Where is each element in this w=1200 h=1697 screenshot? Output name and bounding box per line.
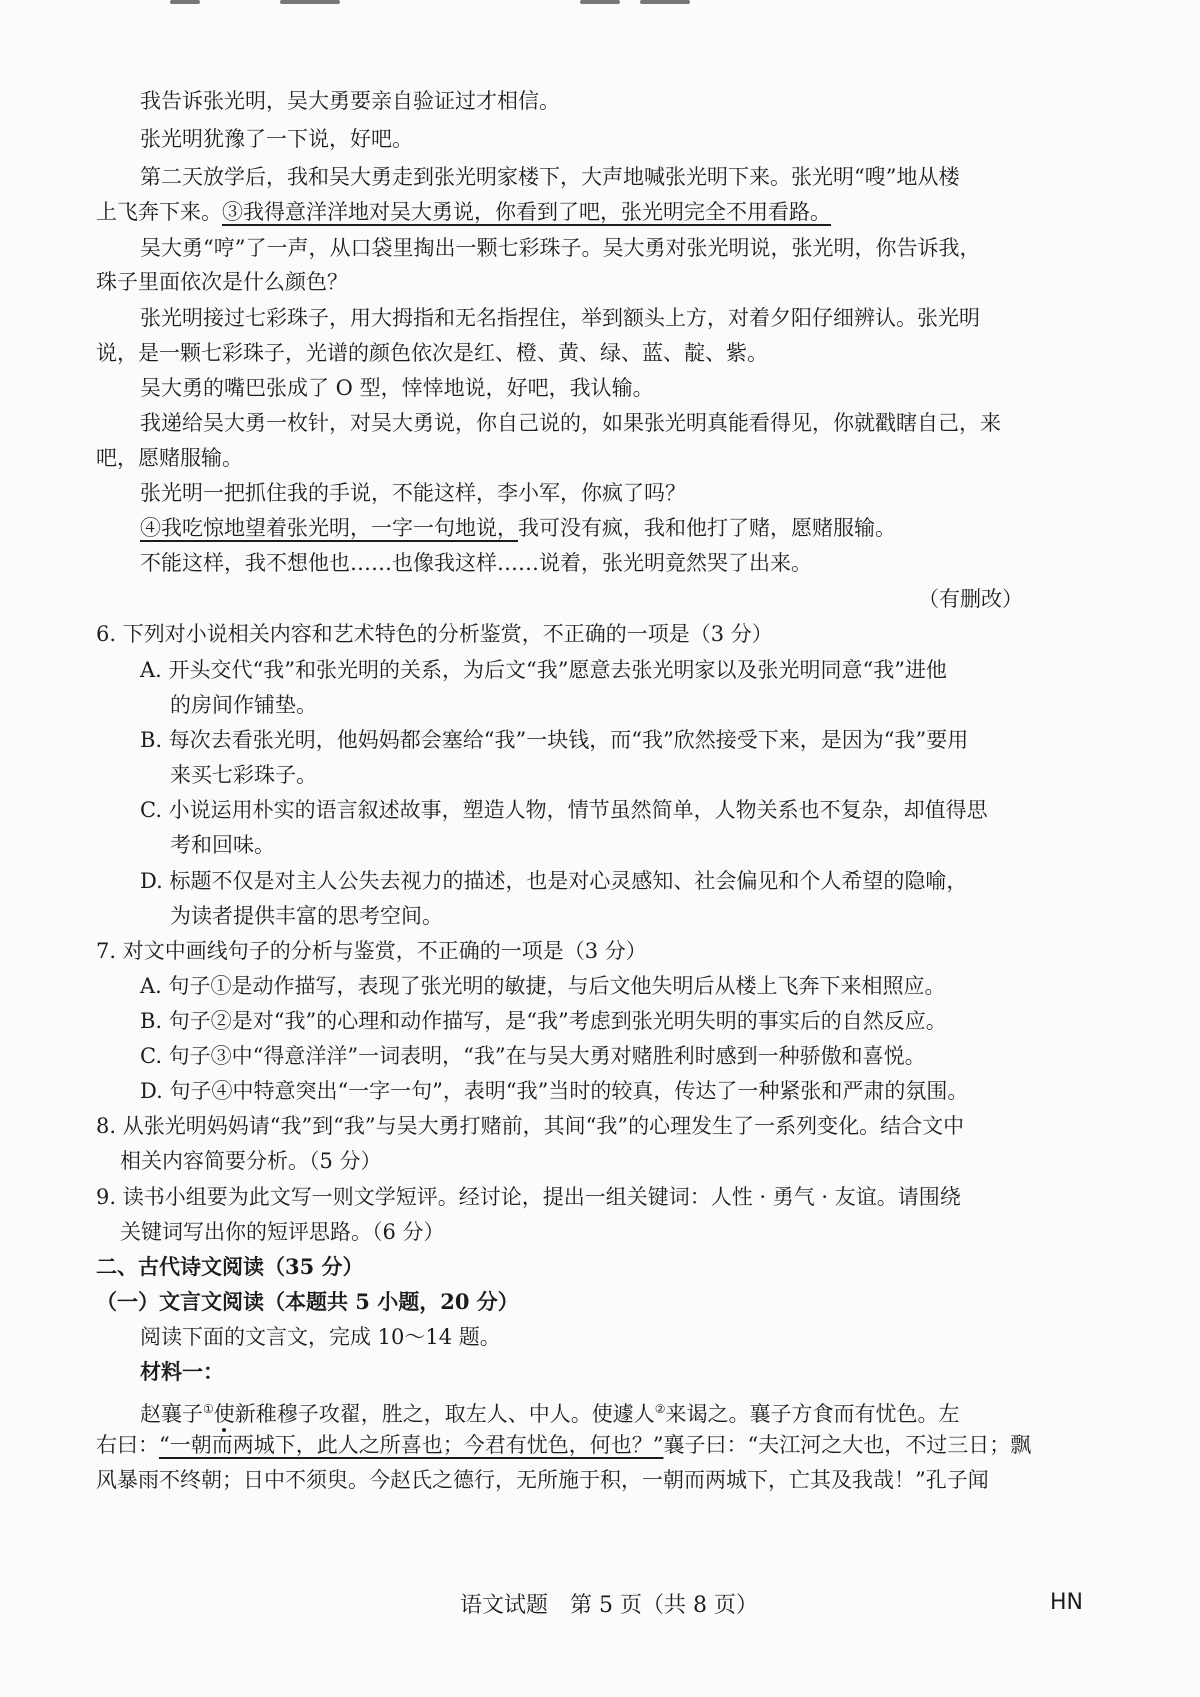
classical-text [140, 1394, 960, 1429]
classical-text-span: 来谒之。襄子方食而有忧色。左 [665, 1402, 960, 1426]
question-8-cont: 相关内容简要分析。（5 分） [120, 1149, 382, 1173]
option-a: A. 开头交代“我”和张光明的关系，为后文“我”愿意去张光明家以及张光明同意“我”进他 [140, 658, 947, 682]
passage-paragraph: 张光明犹豫了一下说，好吧。 [140, 127, 413, 151]
question-6-stem: 6. 下列对小说相关内容和艺术特色的分析鉴赏，不正确的一项是（3 分） [96, 622, 773, 646]
classical-text-span: 右曰： [96, 1433, 159, 1457]
passage-text: 我可没有疯，我和他打了赌，愿赌服输。 [518, 516, 896, 540]
passage-paragraph [96, 197, 831, 227]
option-c-cont: 考和回味。 [170, 833, 275, 857]
option-a-cont: 的房间作铺垫。 [170, 693, 317, 717]
passage-paragraph: 吴大勇“哼”了一声，从口袋里掏出一颗七彩珠子。吴大勇对张光明说，张光明，你告诉我， [140, 236, 981, 260]
option-a: A. 句子①是动作描写，表现了张光明的敏捷，与后文他失明后从楼上飞奔下来相照应。 [140, 974, 946, 998]
option-d-cont: 为读者提供丰富的思考空间。 [170, 904, 443, 928]
classical-text [96, 1430, 1031, 1460]
passage-paragraph: 张光明接过七彩珠子，用大拇指和无名指捏住，举到额头上方，对着夕阳仔细辨认。张光明 [140, 306, 980, 330]
classical-text: 风暴雨不终朝；日中不须臾。今赵氏之德行，无所施于积，一朝而两城下，亡其及我哉！”孔子闻 [96, 1468, 989, 1492]
option-c: C. 小说运用朴实的语言叙述故事，塑造人物，情节虽然简单，人物关系也不复杂，却值得思 [140, 798, 988, 822]
passage-paragraph: 张光明一把抓住我的手说，不能这样，李小军，你疯了吗？ [140, 481, 686, 505]
passage-paragraph [140, 513, 896, 543]
footnote-marker: ② [654, 1402, 666, 1416]
page-footer [0, 1588, 1200, 1628]
option-b: B. 句子②是对“我”的心理和动作描写，是“我”考虑到张光明失明的事实后的自然反应。 [140, 1009, 947, 1033]
subsection-heading: （一）文言文阅读（本题共 5 小题，20 分） [96, 1289, 519, 1314]
question-7-stem: 7. 对文中画线句子的分析与鉴赏，不正确的一项是（3 分） [96, 939, 647, 963]
passage-paragraph: 吴大勇的嘴巴张成了 O 型，悻悻地说，好吧，我认输。 [140, 376, 654, 400]
passage-text: 上飞奔下来。 [96, 200, 222, 224]
passage-paragraph: 吧，愿赌服输。 [96, 446, 243, 470]
option-b-cont: 来买七彩珠子。 [170, 763, 317, 787]
passage-paragraph: 珠子里面依次是什么颜色？ [96, 270, 348, 294]
footnote-marker: ① [203, 1402, 214, 1416]
underlined-classical-sentence: “一朝而两城下，此人之所喜也；今君有忧色，何也？” [159, 1433, 664, 1457]
footer-code: HN [1050, 1590, 1083, 1615]
scan-top-marks [170, 0, 730, 10]
section-heading: 二、古代诗文阅读（35 分） [96, 1254, 364, 1279]
underlined-sentence-3: ③我得意洋洋地对吴大勇说，你看到了吧，张光明完全不用看路。 [222, 200, 831, 224]
passage-paragraph: 第二天放学后，我和吴大勇走到张光明家楼下，大声地喊张光明下来。张光明“嗖”地从楼 [140, 165, 960, 189]
classical-text-span: 赵襄子 [140, 1402, 203, 1426]
passage-paragraph: 说，是一颗七彩珠子，光谱的颜色依次是红、橙、黄、绿、蓝、靛、紫。 [96, 341, 768, 365]
emphasis-char: 使 [213, 1402, 235, 1426]
footer-title: 语文试题 第 5 页（共 8 页） [460, 1593, 758, 1618]
question-9-stem: 9. 读书小组要为此文写一则文学短评。经讨论，提出一组关键词：人性 · 勇气 · 友谊。请围绕 [96, 1185, 961, 1209]
passage-paragraph: 不能这样，我不想他也……也像我这样……说着，张光明竟然哭了出来。 [140, 551, 812, 575]
question-9-cont: 关键词写出你的短评思路。（6 分） [120, 1220, 445, 1244]
edit-note: （有删改） [918, 587, 1023, 611]
option-c: C. 句子③中“得意洋洋”一词表明，“我”在与吴大勇对赌胜利时感到一种骄傲和喜悦。 [140, 1044, 926, 1068]
material-label: 材料一： [140, 1359, 224, 1384]
passage-paragraph: 我递给吴大勇一枚针，对吴大勇说，你自己说的，如果张光明真能看得见，你就戳瞎自己，来 [140, 411, 1001, 435]
option-d: D. 标题不仅是对主人公失去视力的描述，也是对心灵感知、社会偏见和个人希望的隐喻， [140, 869, 968, 893]
underlined-sentence-4: ④我吃惊地望着张光明，一字一句地说， [140, 516, 518, 540]
classical-text-span: 襄子曰：“夫江河之大也，不过三日；飘 [663, 1433, 1032, 1457]
option-b: B. 每次去看张光明，他妈妈都会塞给“我”一块钱，而“我”欣然接受下来，是因为“我”要用 [140, 728, 969, 752]
question-8-stem: 8. 从张光明妈妈请“我”到“我”与吴大勇打赌前，其间“我”的心理发生了一系列变化。结合文中 [96, 1114, 965, 1138]
classical-text-span: 新稚穆子攻翟，胜之，取左人、中人。使遽人 [234, 1402, 655, 1426]
option-d: D. 句子④中特意突出“一字一句”，表明“我”当时的较真，传达了一种紧张和严肃的氛围。 [140, 1079, 969, 1103]
instruction: 阅读下面的文言文，完成 10～14 题。 [140, 1325, 501, 1349]
passage-paragraph: 我告诉张光明，吴大勇要亲自验证过才相信。 [140, 89, 560, 113]
